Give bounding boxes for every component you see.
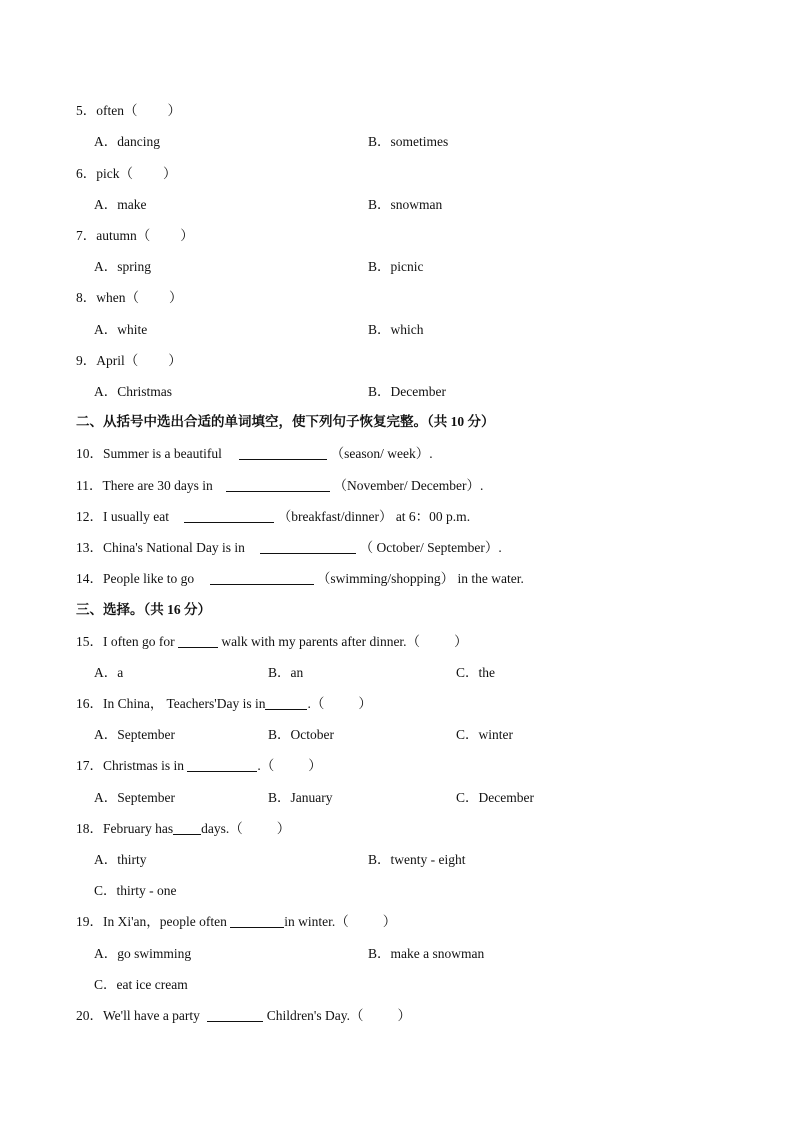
question-7: 7．autumn（ ） — [76, 228, 194, 243]
option-c: C．eat ice cream — [94, 977, 188, 992]
question-16: 16．In China， Teachers'Day is in .（ ） — [76, 696, 372, 711]
question-stem: 7．autumn（ — [76, 228, 151, 243]
option-c: C．December — [456, 790, 534, 805]
option-a: A．make — [94, 197, 147, 212]
option-b: B．picnic — [368, 259, 424, 274]
option-c: C．winter — [456, 727, 513, 742]
option-a: A．Christmas — [94, 384, 173, 399]
answer-blank[interactable] — [184, 510, 274, 523]
section-2-title: 二、从括号中选出合适的单词填空，使下列句子恢复完整。（共 10 分） — [76, 414, 495, 429]
question-stem: 8．when（ — [76, 290, 139, 305]
answer-blank[interactable] — [187, 759, 257, 772]
option-b: B．twenty - eight — [368, 852, 466, 867]
answer-blank[interactable] — [210, 572, 314, 585]
option-b: B．make a snowman — [368, 946, 485, 961]
option-a: A．dancing — [94, 134, 160, 149]
answer-blank[interactable] — [230, 915, 284, 928]
option-a: A．September — [94, 790, 175, 805]
option-b: B．snowman — [368, 197, 443, 212]
option-a: A．white — [94, 322, 148, 337]
question-20: 20．We'll have a party Children's Day.（ ） — [76, 1008, 411, 1023]
answer-blank[interactable] — [178, 635, 218, 648]
option-c: C．the — [456, 665, 495, 680]
question-19: 19．In Xi'an，people often in winter.（ ） — [76, 914, 397, 929]
question-9: 9．April（ ） — [76, 353, 182, 368]
option-b: B．October — [268, 727, 334, 742]
option-a: A．September — [94, 727, 175, 742]
question-11: 11．There are 30 days in （November/ December）. — [76, 478, 484, 493]
question-5: 5．often（ ） — [76, 103, 181, 118]
answer-blank[interactable] — [207, 1009, 263, 1022]
question-8: 8．when（ ） — [76, 290, 183, 305]
option-b: B．December — [368, 384, 446, 399]
option-b: B．January — [268, 790, 333, 805]
option-b: B．sometimes — [368, 134, 449, 149]
question-6: 6．pick（ ） — [76, 166, 177, 181]
question-stem: 6．pick（ — [76, 166, 133, 181]
option-a: A．thirty — [94, 852, 147, 867]
answer-blank[interactable] — [239, 447, 327, 460]
question-stem: 5．often（ — [76, 103, 138, 118]
question-10: 10．Summer is a beautiful （season/ week）. — [76, 446, 433, 461]
question-14: 14．People like to go （swimming/shopping） in the water. — [76, 571, 524, 586]
option-b: B．an — [268, 665, 304, 680]
question-17: 17．Christmas is in .（ ） — [76, 758, 322, 773]
option-b: B．which — [368, 322, 424, 337]
question-13: 13．China's National Day is in （ October/ September）. — [76, 540, 502, 555]
option-c: C．thirty - one — [94, 883, 177, 898]
question-stem: 9．April（ — [76, 353, 139, 368]
option-a: A．a — [94, 665, 124, 680]
question-15: 15．I often go for walk with my parents after dinner.（ ） — [76, 634, 468, 649]
answer-blank[interactable] — [173, 822, 201, 835]
question-12: 12．I usually eat （breakfast/dinner） at 6：00 p.m. — [76, 509, 471, 524]
answer-blank[interactable] — [265, 697, 307, 710]
option-a: A．go swimming — [94, 946, 192, 961]
answer-blank[interactable] — [226, 479, 330, 492]
question-18: 18．February has days.（ ） — [76, 821, 291, 836]
section-3-title: 三、选择。（共 16 分） — [76, 602, 211, 617]
option-a: A．spring — [94, 259, 151, 274]
answer-blank[interactable] — [260, 541, 356, 554]
